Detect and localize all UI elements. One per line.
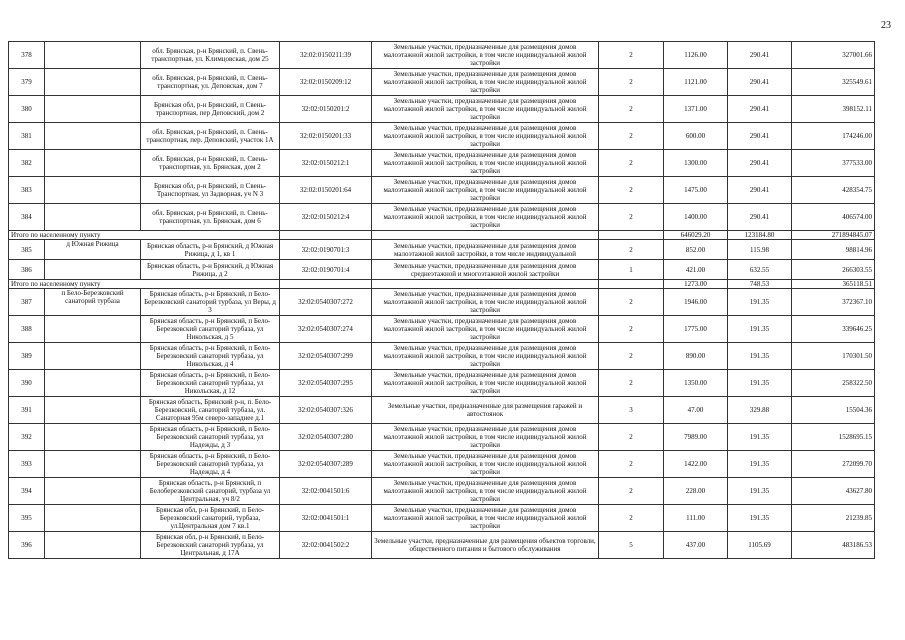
- area-value: 1400.00: [664, 204, 728, 231]
- settlement-name: [45, 42, 141, 69]
- use-group-code: 2: [599, 424, 664, 451]
- land-use-description: Земельные участки, предназначенные для размещения домов малоэтажной жилой застройки, в том числе индивидуальной жилой застройки: [372, 289, 599, 316]
- settlement-name: [45, 69, 141, 96]
- cadastral-number: 32:02:0150201:64: [280, 177, 372, 204]
- use-group-code: 3: [599, 397, 664, 424]
- total-cost: 365118.51: [792, 280, 875, 289]
- use-group-code: 2: [599, 478, 664, 505]
- row-number: 390: [9, 370, 45, 397]
- land-use-description: Земельные участки, предназначенные для размещения домов малоэтажной жилой застройки, в том числе индивидуальной жилой застройки: [372, 343, 599, 370]
- cadastral-number: 32:02:0041502:2: [280, 532, 372, 559]
- table-body: [9, 42, 875, 559]
- land-use-description: Земельные участки, предназначенные для размещения домов малоэтажной жилой застройки, в том числе индивидуальной жилой застройки: [372, 370, 599, 397]
- specific-cost-value: 329.88: [728, 397, 792, 424]
- cadastral-cost-value: 372367.10: [792, 289, 875, 316]
- area-value: 1121.00: [664, 69, 728, 96]
- specific-cost-value: 290.41: [728, 123, 792, 150]
- settlement-name: п Бело-Березковский санаторий турбаза: [45, 289, 141, 316]
- area-value: 852.00: [664, 240, 728, 260]
- cadastral-number: 32:02:0150209:12: [280, 69, 372, 96]
- cadastral-cost-value: 406574.00: [792, 204, 875, 231]
- land-use-description: Земельные участки, предназначенные для размещения домов малоэтажной жилой застройки, в том числе индивидуальной жилой застройки: [372, 424, 599, 451]
- address-cell: обл. Брянская, р-н Брянский, п. Свень-транспортная, ул. Брянская, дом 6: [141, 204, 280, 231]
- row-number: 383: [9, 177, 45, 204]
- land-use-description: Земельные участки, предназначенные для размещения домов малоэтажной жилой застройки, в том числе индивидуальной жилой застройки: [372, 451, 599, 478]
- use-group-code: 1: [599, 260, 664, 280]
- settlement-name: [45, 478, 141, 505]
- address-cell: Брянская обл, р-н Брянский, п Бело-Березковский санаторий, турбаза, ул.Центральная дом 7 кв.1: [141, 505, 280, 532]
- address-cell: Брянская область, р-н Брянский, п Белоберезковский санаторий, турбаза ул Центральная, уч 8/2: [141, 478, 280, 505]
- land-use-description: Земельные участки, предназначенные для размещения домов малоэтажной жилой застройки, в том числе индивидуальной жилой застройки: [372, 150, 599, 177]
- cadastral-number: 32:02:0540307:280: [280, 424, 372, 451]
- settlement-name: [45, 96, 141, 123]
- total-cost: 271894845.07: [792, 231, 875, 240]
- cadastral-cost-value: 1528695.15: [792, 424, 875, 451]
- use-group-code: 2: [599, 123, 664, 150]
- row-number: 378: [9, 42, 45, 69]
- specific-cost-value: 632.55: [728, 260, 792, 280]
- settlement-name: [45, 343, 141, 370]
- use-group-code: 2: [599, 69, 664, 96]
- cadastral-cost-value: 339646.25: [792, 316, 875, 343]
- settlement-name: [45, 204, 141, 231]
- settlement-name: д Южная Рижица: [45, 240, 141, 260]
- area-value: 890.00: [664, 343, 728, 370]
- specific-cost-value: 290.41: [728, 150, 792, 177]
- cadastral-number: 32:02:0041501:6: [280, 478, 372, 505]
- table-row: [9, 69, 875, 96]
- row-number: 380: [9, 96, 45, 123]
- cadastral-cost-value: 398152.11: [792, 96, 875, 123]
- use-group-code: 2: [599, 204, 664, 231]
- cadastral-number: 32:02:0190701:4: [280, 260, 372, 280]
- page-number: 23: [881, 20, 891, 31]
- specific-cost-value: 191.35: [728, 343, 792, 370]
- settlement-name: [45, 397, 141, 424]
- land-use-description: Земельные участки, предназначенные для размещения домов малоэтажной жилой застройки, в том числе индивидуальной жилой застройки: [372, 177, 599, 204]
- use-group-code: 2: [599, 316, 664, 343]
- specific-cost-value: 290.41: [728, 204, 792, 231]
- total-empty-cell: [280, 280, 372, 289]
- settlement-name: [45, 424, 141, 451]
- row-number: 386: [9, 260, 45, 280]
- area-value: 1422.00: [664, 451, 728, 478]
- address-cell: обл. Брянская, р-н Брянский, п. Свень-транспортная, ул. Деповская, дом 7: [141, 69, 280, 96]
- area-value: 1475.00: [664, 177, 728, 204]
- total-empty-cell: [372, 231, 599, 240]
- area-value: 1300.00: [664, 150, 728, 177]
- row-number: 379: [9, 69, 45, 96]
- address-cell: Брянская обл, р-н Брянский, п Бело-Березковский санаторий турбаза, ул Центральная, д 17А: [141, 532, 280, 559]
- table-row: [9, 451, 875, 478]
- address-cell: Брянская область, р-н Брянский, д Южная Рижица, д 1, кв 1: [141, 240, 280, 260]
- cadastral-number: 32:02:0540307:295: [280, 370, 372, 397]
- row-number: 384: [9, 204, 45, 231]
- settlement-total-row: [9, 280, 875, 289]
- address-cell: Брянская область, р-н Брянский, п Бело-Березковский санаторий турбаза, ул Надежды, д 3: [141, 424, 280, 451]
- row-number: 393: [9, 451, 45, 478]
- total-rate: 123184.80: [728, 231, 792, 240]
- table-row: [9, 123, 875, 150]
- table-row: [9, 150, 875, 177]
- cadastral-number: 32:02:0041501:1: [280, 505, 372, 532]
- cadastral-cost-value: 170301.50: [792, 343, 875, 370]
- specific-cost-value: 1105.69: [728, 532, 792, 559]
- land-use-description: Земельные участки, предназначенные для размещения гаражей и автостоянок: [372, 397, 599, 424]
- table-row: [9, 260, 875, 280]
- area-value: 1775.00: [664, 316, 728, 343]
- cadastral-cost-value: 377533.00: [792, 150, 875, 177]
- land-registry-table: [8, 41, 875, 559]
- cadastral-number: 32:02:0540307:274: [280, 316, 372, 343]
- area-value: 1350.00: [664, 370, 728, 397]
- specific-cost-value: 290.41: [728, 69, 792, 96]
- area-value: 7989.00: [664, 424, 728, 451]
- settlement-name: [45, 532, 141, 559]
- area-value: 600.00: [664, 123, 728, 150]
- cadastral-number: 32:02:0150212:4: [280, 204, 372, 231]
- table-row: [9, 505, 875, 532]
- area-value: 228.00: [664, 478, 728, 505]
- row-number: 382: [9, 150, 45, 177]
- specific-cost-value: 115.98: [728, 240, 792, 260]
- use-group-code: 2: [599, 240, 664, 260]
- settlement-name: [45, 316, 141, 343]
- cadastral-cost-value: 43627.80: [792, 478, 875, 505]
- use-group-code: 5: [599, 532, 664, 559]
- specific-cost-value: 191.35: [728, 451, 792, 478]
- cadastral-cost-value: 266303.55: [792, 260, 875, 280]
- total-empty-cell: [280, 231, 372, 240]
- total-label: Итого по населенному пункту: [9, 231, 280, 240]
- table-row: [9, 316, 875, 343]
- use-group-code: 2: [599, 343, 664, 370]
- row-number: 394: [9, 478, 45, 505]
- table-row: [9, 397, 875, 424]
- settlement-name: [45, 451, 141, 478]
- table-row: [9, 370, 875, 397]
- land-use-description: Земельные участки, предназначенные для размещения домов малоэтажной жилой застройки, в том числе индивидуальной жилой застройки: [372, 69, 599, 96]
- land-use-description: Земельные участки, предназначенные для размещения домов малоэтажной жилой застройки, в том числе индивидуальной жилой застройки: [372, 123, 599, 150]
- cadastral-number: 32:02:0150201:33: [280, 123, 372, 150]
- table-row: [9, 96, 875, 123]
- specific-cost-value: 290.41: [728, 96, 792, 123]
- row-number: 395: [9, 505, 45, 532]
- use-group-code: 2: [599, 150, 664, 177]
- address-cell: Брянская обл, р-н Брянский, п Свень-Транспортная, ул Задворная, уч N 3: [141, 177, 280, 204]
- use-group-code: 2: [599, 42, 664, 69]
- specific-cost-value: 191.35: [728, 505, 792, 532]
- cadastral-cost-value: 174246.00: [792, 123, 875, 150]
- specific-cost-value: 290.41: [728, 177, 792, 204]
- total-empty-cell: [599, 280, 664, 289]
- address-cell: Брянская область, Брянский р-н, п. Бело-Березковский, санаторий турбаза, ул. Санаторная 95м северо-западнее д.1: [141, 397, 280, 424]
- cadastral-number: 32:02:0150212:1: [280, 150, 372, 177]
- address-cell: обл. Брянская, р-н Брянский, п. Свень-транспортная, ул. Брянская, дом 2: [141, 150, 280, 177]
- table-row: [9, 240, 875, 260]
- specific-cost-value: 191.35: [728, 478, 792, 505]
- row-number: 389: [9, 343, 45, 370]
- total-area: 1273.00: [664, 280, 728, 289]
- row-number: 391: [9, 397, 45, 424]
- total-empty-cell: [599, 231, 664, 240]
- table-row: [9, 177, 875, 204]
- land-use-description: Земельные участки, предназначенные для размещения домов среднеэтажной и многоэтажной жилой застройки: [372, 260, 599, 280]
- specific-cost-value: 191.35: [728, 289, 792, 316]
- table-row: [9, 343, 875, 370]
- area-value: 1371.00: [664, 96, 728, 123]
- cadastral-number: 32:02:0540307:299: [280, 343, 372, 370]
- settlement-name: [45, 123, 141, 150]
- row-number: 396: [9, 532, 45, 559]
- land-use-description: Земельные участки, предназначенные для размещения объектов торговли, общественного питания и бытового обслуживания: [372, 532, 599, 559]
- row-number: 381: [9, 123, 45, 150]
- cadastral-cost-value: 325549.61: [792, 69, 875, 96]
- land-use-description: Земельные участки, предназначенные для размещения домов малоэтажной жилой застройки, в том числе индивидуальной: [372, 240, 599, 260]
- total-empty-cell: [372, 280, 599, 289]
- specific-cost-value: 191.35: [728, 316, 792, 343]
- address-cell: Брянская область, р-н Брянский, п Бело-Березковский санаторий турбаза, ул Никольская, д 4: [141, 343, 280, 370]
- settlement-total-row: [9, 231, 875, 240]
- table-row: [9, 289, 875, 316]
- address-cell: Брянская обл, р-н Брянский, п Свень-транспортная, пер Деповский, дом 2: [141, 96, 280, 123]
- area-value: 111.00: [664, 505, 728, 532]
- cadastral-cost-value: 21239.85: [792, 505, 875, 532]
- cadastral-cost-value: 327001.66: [792, 42, 875, 69]
- land-use-description: Земельные участки, предназначенные для размещения домов малоэтажной жилой застройки, в том числе индивидуальной жилой застройки: [372, 478, 599, 505]
- specific-cost-value: 191.35: [728, 424, 792, 451]
- land-use-description: Земельные участки, предназначенные для размещения домов малоэтажной жилой застройки, в том числе индивидуальной жилой застройки: [372, 316, 599, 343]
- cadastral-number: 32:02:0540307:272: [280, 289, 372, 316]
- cadastral-cost-value: 98814.96: [792, 240, 875, 260]
- address-cell: Брянская область, р-н Брянский, п Бело-Березковский санаторий турбаза, ул Никольская, д 12: [141, 370, 280, 397]
- cadastral-number: 32:02:0190701:3: [280, 240, 372, 260]
- area-value: 421.00: [664, 260, 728, 280]
- address-cell: обл. Брянская, р-н Брянский, п. Свень-транспортная, ул. Климцовская, дом 25: [141, 42, 280, 69]
- area-value: 1126.00: [664, 42, 728, 69]
- address-cell: Брянская область, р-н Брянский, п Бело-Березковский санаторий турбаза, ул Веры, д 3: [141, 289, 280, 316]
- specific-cost-value: 290.41: [728, 42, 792, 69]
- use-group-code: 2: [599, 451, 664, 478]
- use-group-code: 2: [599, 505, 664, 532]
- settlement-name: [45, 260, 141, 280]
- use-group-code: 2: [599, 96, 664, 123]
- use-group-code: 2: [599, 370, 664, 397]
- address-cell: Брянская область, р-н Брянский, п Бело-Березковский санаторий турбаза, ул Никольская, д 5: [141, 316, 280, 343]
- settlement-name: [45, 177, 141, 204]
- cadastral-number: 32:02:0540307:326: [280, 397, 372, 424]
- use-group-code: 2: [599, 289, 664, 316]
- settlement-name: [45, 370, 141, 397]
- area-value: 47.00: [664, 397, 728, 424]
- land-use-description: Земельные участки, предназначенные для размещения домов малоэтажной жилой застройки, в том числе индивидуальной жилой застройки: [372, 505, 599, 532]
- total-area: 646029.20: [664, 231, 728, 240]
- settlement-name: [45, 505, 141, 532]
- cadastral-number: 32:02:0150211:39: [280, 42, 372, 69]
- table-row: [9, 478, 875, 505]
- specific-cost-value: 191.35: [728, 370, 792, 397]
- cadastral-number: 32:02:0540307:289: [280, 451, 372, 478]
- land-use-description: Земельные участки, предназначенные для размещения домов малоэтажной жилой застройки, в том числе индивидуальной жилой застройки: [372, 96, 599, 123]
- cadastral-cost-value: 272099.70: [792, 451, 875, 478]
- address-cell: Брянская область, р-н Брянский, п Бело-Березковский санаторий турбаза, ул Надежды, д 4: [141, 451, 280, 478]
- table-row: [9, 204, 875, 231]
- row-number: 385: [9, 240, 45, 260]
- settlement-name: [45, 150, 141, 177]
- total-label: Итого по населенному пункту: [9, 280, 280, 289]
- address-cell: обл. Брянская, р-н Брянский, п. Свень-транспортная, пер. Деповский, участок 1А: [141, 123, 280, 150]
- land-use-description: Земельные участки, предназначенные для размещения домов малоэтажной жилой застройки, в том числе индивидуальной жилой застройки: [372, 42, 599, 69]
- area-value: 437.00: [664, 532, 728, 559]
- land-use-description: Земельные участки, предназначенные для размещения домов малоэтажной жилой застройки, в том числе индивидуальной жилой застройки: [372, 204, 599, 231]
- cadastral-cost-value: 258322.50: [792, 370, 875, 397]
- cadastral-cost-value: 15504.36: [792, 397, 875, 424]
- table-row: [9, 42, 875, 69]
- cadastral-cost-value: 483186.53: [792, 532, 875, 559]
- address-cell: Брянская область, р-н Брянский, д Южная Рижица, д 2: [141, 260, 280, 280]
- table-row: [9, 532, 875, 559]
- area-value: 1946.00: [664, 289, 728, 316]
- cadastral-cost-value: 428354.75: [792, 177, 875, 204]
- cadastral-number: 32:02:0150201:2: [280, 96, 372, 123]
- total-rate: 748.53: [728, 280, 792, 289]
- row-number: 392: [9, 424, 45, 451]
- row-number: 388: [9, 316, 45, 343]
- table-row: [9, 424, 875, 451]
- use-group-code: 2: [599, 177, 664, 204]
- row-number: 387: [9, 289, 45, 316]
